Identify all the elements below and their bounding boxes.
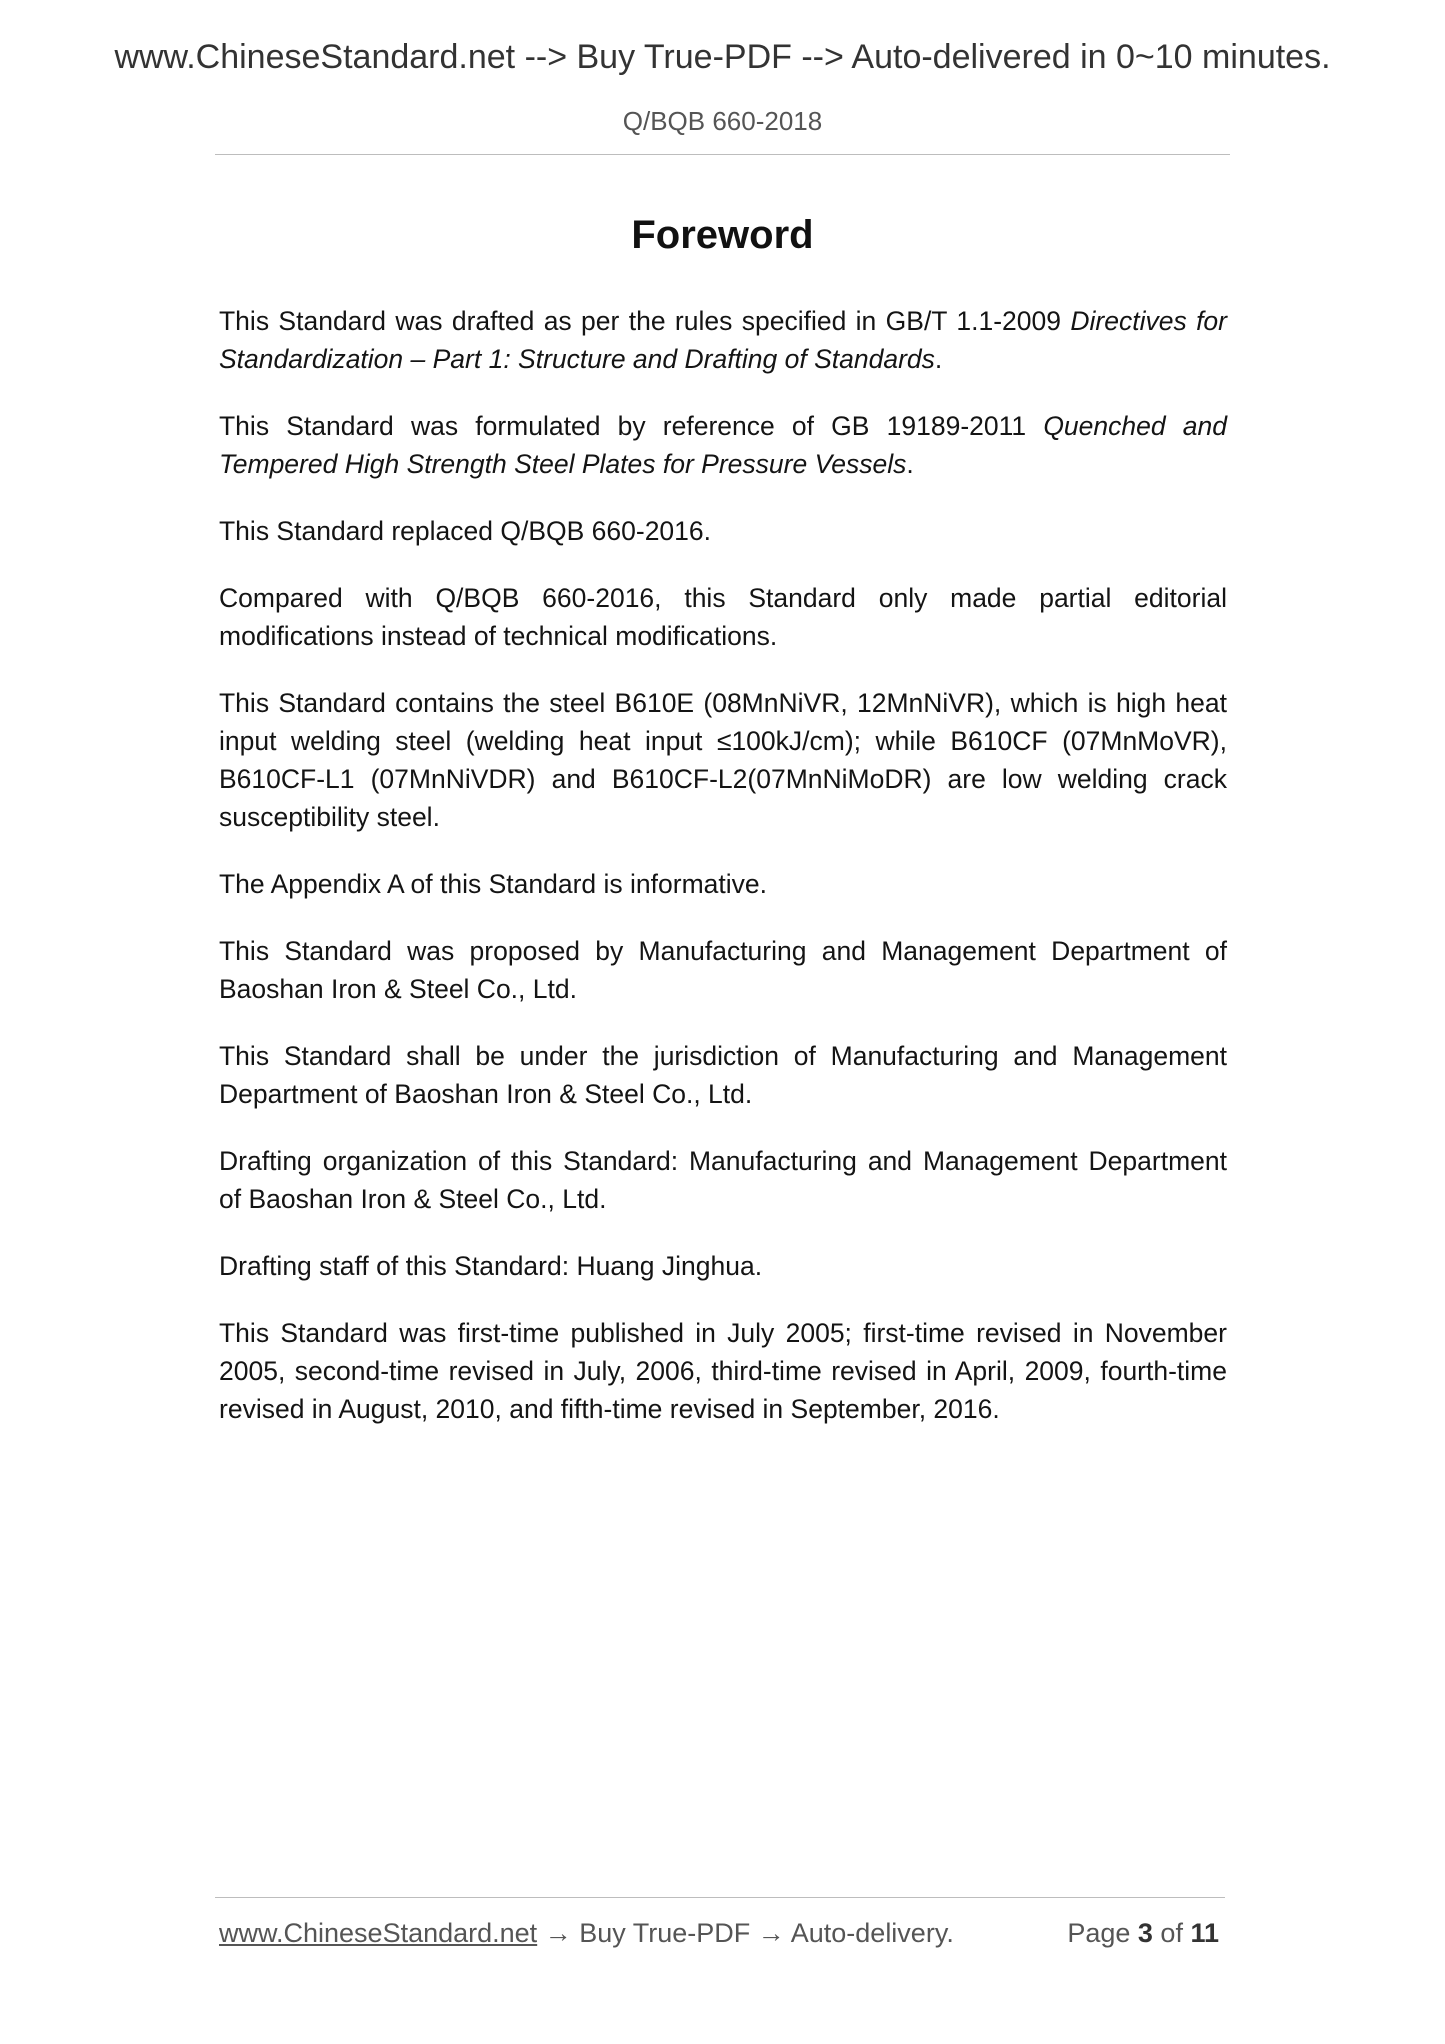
document-code: Q/BQB 660-2018 bbox=[622, 106, 823, 136]
paragraph-text: . bbox=[906, 449, 914, 479]
footer-divider bbox=[215, 1897, 1225, 1898]
page-number bbox=[1067, 1918, 1219, 1949]
paragraph-appendix: The Appendix A of this Standard is informative. bbox=[219, 869, 767, 899]
current-page: 3 bbox=[1137, 1918, 1153, 1948]
paragraph-text: . bbox=[934, 344, 943, 374]
paragraph-comparison: Compared with Q/BQB 660-2016, this Standard only made partial editorial modifications instead of technical modifications. bbox=[219, 583, 1227, 651]
page-label: Page bbox=[1067, 1918, 1138, 1948]
paragraph-jurisdiction: This Standard shall be under the jurisdiction of Manufacturing and Management Department of Baoshan Iron & Steel Co., Ltd. bbox=[219, 1041, 1227, 1109]
page-title: Foreword bbox=[631, 213, 814, 257]
page-footer bbox=[219, 1918, 1219, 1949]
footer-website-link[interactable]: www.ChineseStandard.net bbox=[219, 1918, 538, 1948]
paragraph-text: This Standard was formulated by reference of GB 19189-2011 bbox=[219, 411, 1044, 441]
paragraph-replacement: This Standard replaced Q/BQB 660-2016. bbox=[219, 516, 712, 546]
paragraph-text: This Standard was drafted as per the rules specified in GB/T 1.1-2009 bbox=[219, 306, 1071, 336]
document-title-italic: Quenched and Tempered High Strength Steel Plates for Pressure Vessels bbox=[219, 411, 1227, 479]
top-banner: www.ChineseStandard.net --> Buy True-PDF --> Auto-delivered in 0~10 minutes. bbox=[114, 38, 1331, 76]
header-divider bbox=[215, 154, 1230, 155]
foreword-body bbox=[219, 302, 1227, 1457]
paragraph-reference bbox=[219, 407, 1227, 483]
paragraph-proposed-by: This Standard was proposed by Manufacturing and Management Department of Baoshan Iron & Steel Co., Ltd. bbox=[219, 936, 1227, 1004]
paragraph-revision-history: This Standard was first-time published in July 2005; first-time revised in November 2005, second-time revised in July, 2006, third-time revised in April, 2009, fourth-time revised in August, 2010, and fifth-time revised in September, 2016. bbox=[219, 1318, 1227, 1424]
page-of-label: of bbox=[1152, 1918, 1191, 1948]
paragraph-steel-grades: This Standard contains the steel B610E (08MnNiVR, 12MnNiVR), which is high heat input welding steel (welding heat input ≤100kJ/cm); while B610CF (07MnMoVR), B610CF-L1 (07MnNiVDR) and B610CF-L2(07MnNiMoDR) are low welding crack susceptibility steel. bbox=[219, 688, 1227, 832]
paragraph-drafting-organization: Drafting organization of this Standard: Manufacturing and Management Department of Baoshan Iron & Steel Co., Ltd. bbox=[219, 1146, 1227, 1214]
total-pages: 11 bbox=[1190, 1918, 1219, 1948]
footer-tagline: → Buy True-PDF → Auto-delivery. bbox=[537, 1918, 954, 1948]
paragraph-drafting-rules bbox=[219, 302, 1227, 378]
document-title-italic: Directives for Standardization – Part 1: Structure and Drafting of Standards bbox=[219, 306, 1227, 374]
paragraph-drafting-staff: Drafting staff of this Standard: Huang Jinghua. bbox=[219, 1251, 763, 1281]
